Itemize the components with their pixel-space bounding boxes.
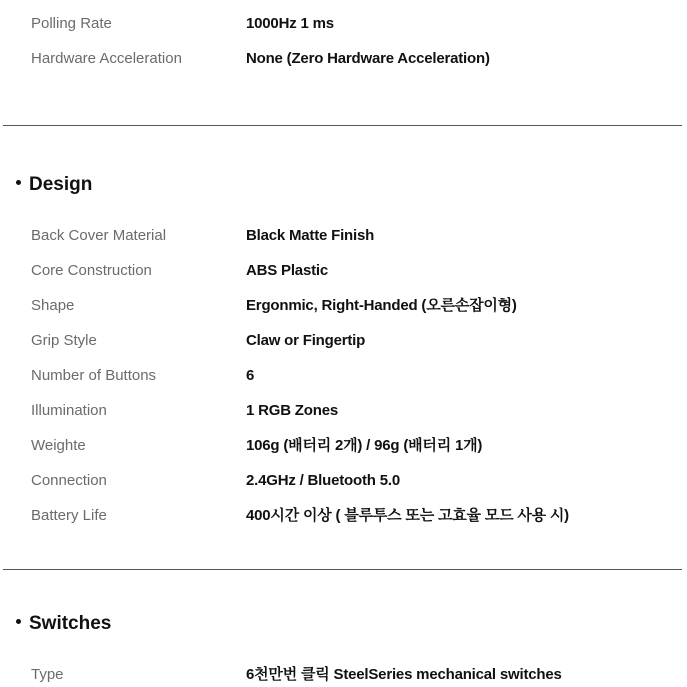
spec-row-weight: [0, 434, 687, 458]
spec-label: Number of Buttons: [31, 367, 157, 384]
section-title-text: Design: [29, 174, 93, 195]
spec-value: 6천만번 클릭 SteelSeries mechanical switches: [246, 666, 562, 683]
spec-value: 2.4GHz / Bluetooth 5.0: [246, 472, 400, 489]
section-title-text: Switches: [29, 613, 112, 634]
spec-row-battery-life: [0, 504, 687, 528]
spec-value: ABS Plastic: [246, 262, 328, 279]
spec-label: Hardware Acceleration: [31, 50, 182, 67]
spec-row-shape: [0, 294, 687, 318]
section-title-design: [16, 171, 92, 199]
spec-label: Battery Life: [31, 507, 107, 524]
spec-value: 106g (배터리 2개) / 96g (배터리 1개): [246, 437, 483, 454]
spec-value: Claw or Fingertip: [246, 332, 366, 349]
spec-row-switch-type: [0, 663, 687, 687]
spec-value: 6: [246, 367, 255, 384]
spec-label: Connection: [31, 472, 107, 489]
spec-label: Core Construction: [31, 262, 152, 279]
spec-label: Illumination: [31, 402, 107, 419]
spec-value: 400시간 이상 ( 블루투스 또는 고효율 모드 사용 시): [246, 507, 569, 524]
spec-value: 1000Hz 1 ms: [246, 15, 334, 32]
spec-row-grip-style: [0, 329, 687, 353]
spec-label: Type: [31, 666, 64, 683]
spec-value: None (Zero Hardware Acceleration): [246, 50, 490, 67]
spec-value: Ergonmic, Right-Handed (오른손잡이형): [246, 297, 517, 314]
bullet-icon: [16, 619, 21, 624]
spec-label: Shape: [31, 297, 75, 314]
spec-row-number-of-buttons: [0, 364, 687, 388]
section-divider: [3, 569, 682, 570]
section-divider: [3, 125, 682, 126]
spec-row-polling-rate: [0, 12, 687, 36]
spec-row-illumination: [0, 399, 687, 423]
spec-row-connection: [0, 469, 687, 493]
spec-value: Black Matte Finish: [246, 227, 375, 244]
spec-row-back-cover-material: [0, 224, 687, 248]
section-title-switches: [16, 610, 111, 638]
spec-row-hardware-acceleration: [0, 47, 687, 71]
spec-label: Grip Style: [31, 332, 97, 349]
spec-label: Weighte: [31, 437, 86, 454]
bullet-icon: [16, 180, 21, 185]
spec-label: Back Cover Material: [31, 227, 167, 244]
spec-label: Polling Rate: [31, 15, 112, 32]
spec-value: 1 RGB Zones: [246, 402, 338, 419]
spec-row-core-construction: [0, 259, 687, 283]
